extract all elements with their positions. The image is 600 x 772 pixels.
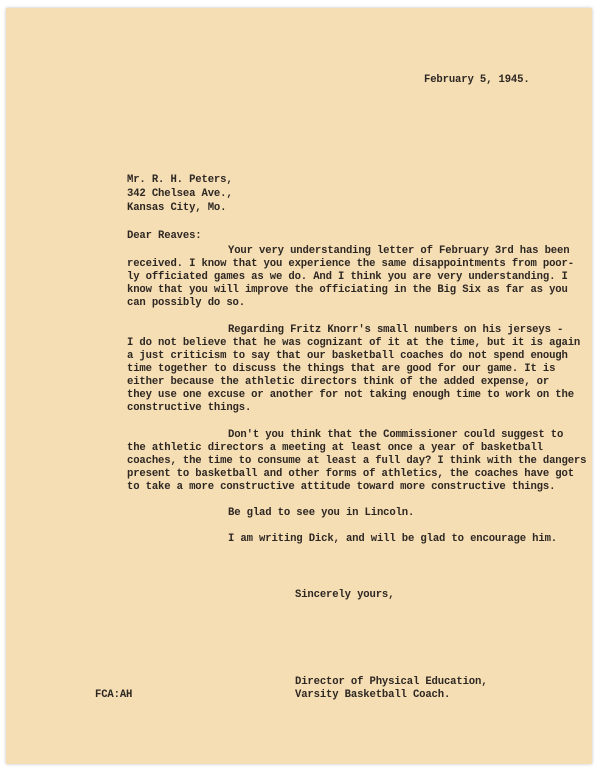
paragraph-2-line: either because the athletic directors think of the added expense, or: [127, 376, 550, 388]
paragraph-3-line: to take a more constructive attitude toward more constructive things.: [127, 481, 556, 493]
paragraph-3-line: present to basketball and other forms of athletics, the coaches have got: [127, 468, 574, 480]
signature-title-2: Varsity Basketball Coach.: [295, 689, 451, 701]
paragraph-2-line: Regarding Fritz Knorr's small numbers on his jerseys -: [228, 324, 564, 336]
paragraph-1-line: received. I know that you experience the same disappointments from poor-: [127, 258, 574, 270]
closing: Sincerely yours,: [295, 589, 395, 601]
paragraph-1-line: know that you will improve the officiating in the Big Six as far as you: [127, 284, 568, 296]
paragraph-1-line: ly officiated games as we do. And I think you are very understanding. I: [127, 271, 568, 283]
signature-title-1: Director of Physical Education,: [295, 676, 488, 688]
paragraph-1-line: Your very understanding letter of February 3rd has been: [228, 245, 570, 257]
paragraph-3-line: the athletic directors a meeting at least once a year of basketball: [127, 442, 543, 454]
paragraph-2-line: time together to discuss the things that are good for our game. It is: [127, 363, 556, 375]
letter-date: February 5, 1945.: [424, 74, 530, 86]
paragraph-1-line: can possibly do so.: [127, 297, 245, 309]
paragraph-2-line: a just criticism to say that our basketball coaches do not spend enough: [127, 350, 568, 362]
paragraph-3-line: coaches, the time to consume at least a full day? I think with the dangers: [127, 455, 587, 467]
paragraph-2-line: constructive things.: [127, 402, 252, 414]
paragraph-2-line: they use one excuse or another for not taking enough time to work on the: [127, 389, 574, 401]
paragraph-2-line: I do not believe that he was cognizant of it at the time, but it is again: [127, 337, 581, 349]
letter-page: [6, 8, 592, 764]
recipient-street: 342 Chelsea Ave.,: [127, 188, 233, 200]
paragraph-3-line: Don't you think that the Commissioner could suggest to: [228, 429, 564, 441]
paragraph-4: Be glad to see you in Lincoln.: [228, 507, 415, 519]
salutation: Dear Reaves:: [127, 230, 202, 242]
typist-initials: FCA:AH: [95, 689, 133, 701]
recipient-name: Mr. R. H. Peters,: [127, 174, 233, 186]
recipient-city: Kansas City, Mo.: [127, 202, 227, 214]
paragraph-5: I am writing Dick, and will be glad to encourage him.: [228, 533, 557, 545]
